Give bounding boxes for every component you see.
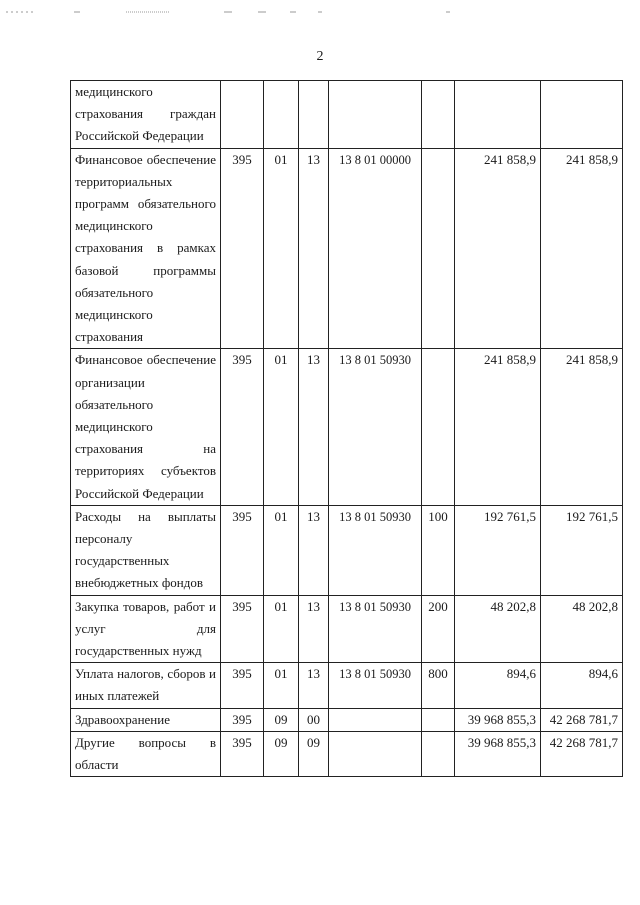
- row-name: Закупка товаров, работ и услуг для государственных нужд: [71, 595, 221, 663]
- target-article-code: 13 8 01 00000: [329, 148, 422, 349]
- section-code: 01: [264, 148, 299, 349]
- amount-year-1: [455, 81, 541, 149]
- amount-year-2: [541, 81, 623, 149]
- target-article-code: [329, 81, 422, 149]
- subsection-code: 13: [299, 595, 329, 663]
- subsection-code: [299, 81, 329, 149]
- row-name: Здравоохранение: [71, 708, 221, 731]
- table-row: [71, 595, 623, 663]
- amount-year-2: 42 268 781,7: [541, 731, 623, 776]
- row-name: медицинского страхования граждан Российской Федерации: [71, 81, 221, 149]
- amount-year-1: 39 968 855,3: [455, 731, 541, 776]
- target-article-code: [329, 731, 422, 776]
- budget-table: [70, 80, 623, 777]
- section-code: 09: [264, 708, 299, 731]
- target-article-code: 13 8 01 50930: [329, 505, 422, 595]
- expense-type-code: 200: [422, 595, 455, 663]
- target-article-code: 13 8 01 50930: [329, 663, 422, 708]
- amount-year-1: 241 858,9: [455, 349, 541, 505]
- subsection-code: 09: [299, 731, 329, 776]
- expense-type-code: [422, 148, 455, 349]
- amount-year-2: 192 761,5: [541, 505, 623, 595]
- grbs-code: 395: [221, 731, 264, 776]
- subsection-code: 13: [299, 349, 329, 505]
- table-row: [71, 505, 623, 595]
- amount-year-2: 48 202,8: [541, 595, 623, 663]
- row-name: Финансовое обеспечение территориальных программ обязательного медицинского страхования в рамках базовой программы обязательного медицинского страхования: [71, 148, 221, 349]
- amount-year-1: 894,6: [455, 663, 541, 708]
- amount-year-2: 241 858,9: [541, 349, 623, 505]
- grbs-code: 395: [221, 148, 264, 349]
- subsection-code: 13: [299, 663, 329, 708]
- row-name: Другие вопросы в области: [71, 731, 221, 776]
- amount-year-2: 894,6: [541, 663, 623, 708]
- row-name: Финансовое обеспечение организации обязательного медицинского страхования на территориях субъектов Российской Федерации: [71, 349, 221, 505]
- grbs-code: 395: [221, 663, 264, 708]
- section-code: 01: [264, 663, 299, 708]
- target-article-code: 13 8 01 50930: [329, 595, 422, 663]
- expense-type-code: [422, 731, 455, 776]
- table-row: [71, 731, 623, 776]
- amount-year-2: 241 858,9: [541, 148, 623, 349]
- subsection-code: 00: [299, 708, 329, 731]
- expense-type-code: 800: [422, 663, 455, 708]
- scan-artifact-marks: [0, 0, 640, 20]
- table-row: [71, 708, 623, 731]
- expense-type-code: [422, 81, 455, 149]
- expense-type-code: 100: [422, 505, 455, 595]
- grbs-code: 395: [221, 708, 264, 731]
- amount-year-1: 241 858,9: [455, 148, 541, 349]
- section-code: 09: [264, 731, 299, 776]
- target-article-code: 13 8 01 50930: [329, 349, 422, 505]
- grbs-code: [221, 81, 264, 149]
- section-code: [264, 81, 299, 149]
- expense-type-code: [422, 708, 455, 731]
- table-row: [71, 148, 623, 349]
- amount-year-2: 42 268 781,7: [541, 708, 623, 731]
- section-code: 01: [264, 349, 299, 505]
- grbs-code: 395: [221, 349, 264, 505]
- table-row: [71, 663, 623, 708]
- row-name: Расходы на выплаты персоналу государственных внебюджетных фондов: [71, 505, 221, 595]
- amount-year-1: 48 202,8: [455, 595, 541, 663]
- grbs-code: 395: [221, 595, 264, 663]
- subsection-code: 13: [299, 505, 329, 595]
- subsection-code: 13: [299, 148, 329, 349]
- section-code: 01: [264, 505, 299, 595]
- target-article-code: [329, 708, 422, 731]
- table-row: [71, 81, 623, 149]
- table-row: [71, 349, 623, 505]
- amount-year-1: 192 761,5: [455, 505, 541, 595]
- row-name: Уплата налогов, сборов и иных платежей: [71, 663, 221, 708]
- section-code: 01: [264, 595, 299, 663]
- expense-type-code: [422, 349, 455, 505]
- amount-year-1: 39 968 855,3: [455, 708, 541, 731]
- grbs-code: 395: [221, 505, 264, 595]
- page-number: 2: [316, 49, 324, 64]
